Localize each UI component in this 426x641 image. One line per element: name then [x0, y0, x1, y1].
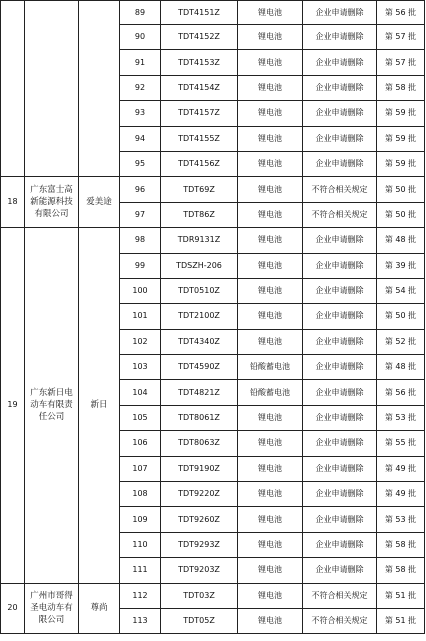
row-number-cell: 111	[120, 558, 161, 583]
row-number-cell: 100	[120, 278, 161, 303]
removal-reason-cell: 不符合相关规定	[303, 583, 377, 608]
battery-type-cell: 锂电池	[238, 329, 303, 354]
removal-reason-cell: 企业申请删除	[303, 253, 377, 278]
batch-cell: 第 57 批	[377, 50, 425, 75]
battery-type-cell: 锂电池	[238, 558, 303, 583]
removal-reason-cell: 企业申请删除	[303, 25, 377, 50]
model-cell: TDT4152Z	[161, 25, 238, 50]
batch-cell: 第 56 批	[377, 1, 425, 25]
table-row	[1, 228, 425, 253]
removal-reason-cell: 企业申请删除	[303, 304, 377, 329]
batch-cell: 第 39 批	[377, 253, 425, 278]
removal-reason-cell: 企业申请删除	[303, 507, 377, 532]
battery-type-cell: 锂电池	[238, 532, 303, 557]
company-cell: 广东富士高新能源科技有限公司	[25, 177, 79, 228]
removal-reason-cell: 不符合相关规定	[303, 608, 377, 633]
row-number-cell: 92	[120, 75, 161, 100]
batch-cell: 第 58 批	[377, 532, 425, 557]
removal-reason-cell: 企业申请删除	[303, 456, 377, 481]
model-cell: TDT4590Z	[161, 355, 238, 380]
brand-cell	[79, 1, 120, 177]
removal-reason-cell: 企业申请删除	[303, 355, 377, 380]
row-number-cell: 113	[120, 608, 161, 633]
battery-type-cell: 锂电池	[238, 456, 303, 481]
model-cell: TDT4157Z	[161, 101, 238, 126]
model-cell: TDR9131Z	[161, 228, 238, 253]
row-number-cell: 109	[120, 507, 161, 532]
removal-reason-cell: 企业申请删除	[303, 380, 377, 405]
row-number-cell: 101	[120, 304, 161, 329]
model-cell: TDT9293Z	[161, 532, 238, 557]
batch-cell: 第 48 批	[377, 228, 425, 253]
row-number-cell: 106	[120, 431, 161, 456]
battery-type-cell: 锂电池	[238, 75, 303, 100]
removal-reason-cell: 企业申请删除	[303, 75, 377, 100]
model-cell: TDT4155Z	[161, 126, 238, 151]
model-cell: TDT0510Z	[161, 278, 238, 303]
batch-cell: 第 53 批	[377, 507, 425, 532]
removal-reason-cell: 企业申请删除	[303, 126, 377, 151]
row-number-cell: 89	[120, 1, 161, 25]
battery-type-cell: 锂电池	[238, 177, 303, 202]
batch-cell: 第 56 批	[377, 380, 425, 405]
battery-type-cell: 锂电池	[238, 151, 303, 176]
removal-reason-cell: 企业申请删除	[303, 405, 377, 430]
model-cell: TDT8061Z	[161, 405, 238, 430]
removal-reason-cell: 企业申请删除	[303, 558, 377, 583]
table-row	[1, 583, 425, 608]
batch-cell: 第 50 批	[377, 202, 425, 227]
group-seq-cell: 20	[1, 583, 25, 634]
row-number-cell: 102	[120, 329, 161, 354]
batch-cell: 第 54 批	[377, 278, 425, 303]
batch-cell: 第 49 批	[377, 482, 425, 507]
model-cell: TDT8063Z	[161, 431, 238, 456]
row-number-cell: 95	[120, 151, 161, 176]
company-cell: 广州市哥得圣电动车有限公司	[25, 583, 79, 634]
removal-reason-cell: 企业申请删除	[303, 101, 377, 126]
battery-type-cell: 锂电池	[238, 25, 303, 50]
batch-cell: 第 50 批	[377, 304, 425, 329]
removal-reason-cell: 企业申请删除	[303, 50, 377, 75]
batch-cell: 第 59 批	[377, 126, 425, 151]
removal-reason-cell: 企业申请删除	[303, 532, 377, 557]
model-cell: TDT86Z	[161, 202, 238, 227]
battery-type-cell: 锂电池	[238, 50, 303, 75]
row-number-cell: 105	[120, 405, 161, 430]
battery-type-cell: 铅酸蓄电池	[238, 380, 303, 405]
batch-cell: 第 49 批	[377, 456, 425, 481]
battery-type-cell: 锂电池	[238, 583, 303, 608]
group-seq-cell	[1, 1, 25, 177]
group-seq-cell: 18	[1, 177, 25, 228]
removal-reason-cell: 企业申请删除	[303, 228, 377, 253]
model-cell: TDT4156Z	[161, 151, 238, 176]
battery-type-cell: 锂电池	[238, 253, 303, 278]
battery-type-cell: 铅酸蓄电池	[238, 355, 303, 380]
batch-cell: 第 59 批	[377, 101, 425, 126]
row-number-cell: 108	[120, 482, 161, 507]
batch-cell: 第 48 批	[377, 355, 425, 380]
row-number-cell: 104	[120, 380, 161, 405]
batch-cell: 第 51 批	[377, 608, 425, 633]
brand-cell: 爱美途	[79, 177, 120, 228]
table-body	[1, 1, 425, 634]
row-number-cell: 96	[120, 177, 161, 202]
table-row	[1, 1, 425, 25]
removal-reason-cell: 不符合相关规定	[303, 202, 377, 227]
row-number-cell: 93	[120, 101, 161, 126]
model-cell: TDT2100Z	[161, 304, 238, 329]
battery-type-cell: 锂电池	[238, 482, 303, 507]
battery-type-cell: 锂电池	[238, 507, 303, 532]
model-cell: TDT4821Z	[161, 380, 238, 405]
row-number-cell: 98	[120, 228, 161, 253]
model-cell: TDT4340Z	[161, 329, 238, 354]
company-cell: 广东新日电动车有限责任公司	[25, 228, 79, 583]
brand-cell: 尊尚	[79, 583, 120, 634]
model-cell: TDT05Z	[161, 608, 238, 633]
batch-cell: 第 55 批	[377, 431, 425, 456]
row-number-cell: 94	[120, 126, 161, 151]
battery-type-cell: 锂电池	[238, 278, 303, 303]
row-number-cell: 103	[120, 355, 161, 380]
model-cell: TDT9190Z	[161, 456, 238, 481]
batch-cell: 第 51 批	[377, 583, 425, 608]
group-seq-cell: 19	[1, 228, 25, 583]
table-row	[1, 177, 425, 202]
model-cell: TDT4154Z	[161, 75, 238, 100]
model-cell: TDT9220Z	[161, 482, 238, 507]
battery-type-cell: 锂电池	[238, 126, 303, 151]
removal-reason-cell: 企业申请删除	[303, 482, 377, 507]
row-number-cell: 99	[120, 253, 161, 278]
battery-type-cell: 锂电池	[238, 431, 303, 456]
batch-cell: 第 57 批	[377, 25, 425, 50]
model-cell: TDT69Z	[161, 177, 238, 202]
row-number-cell: 90	[120, 25, 161, 50]
model-cell: TDT9203Z	[161, 558, 238, 583]
row-number-cell: 112	[120, 583, 161, 608]
model-cell: TDT4153Z	[161, 50, 238, 75]
batch-cell: 第 58 批	[377, 75, 425, 100]
removal-reason-cell: 企业申请删除	[303, 278, 377, 303]
batch-cell: 第 53 批	[377, 405, 425, 430]
removal-reason-cell: 企业申请删除	[303, 151, 377, 176]
row-number-cell: 91	[120, 50, 161, 75]
removal-reason-cell: 企业申请删除	[303, 1, 377, 25]
batch-cell: 第 52 批	[377, 329, 425, 354]
row-number-cell: 110	[120, 532, 161, 557]
battery-type-cell: 锂电池	[238, 1, 303, 25]
removal-reason-cell: 不符合相关规定	[303, 177, 377, 202]
battery-type-cell: 锂电池	[238, 405, 303, 430]
company-cell	[25, 1, 79, 177]
brand-cell: 新日	[79, 228, 120, 583]
batch-cell: 第 50 批	[377, 177, 425, 202]
removal-reason-cell: 企业申请删除	[303, 329, 377, 354]
row-number-cell: 97	[120, 202, 161, 227]
battery-type-cell: 锂电池	[238, 101, 303, 126]
batch-cell: 第 59 批	[377, 151, 425, 176]
battery-type-cell: 锂电池	[238, 228, 303, 253]
model-cell: TDT03Z	[161, 583, 238, 608]
model-cell: TDT9260Z	[161, 507, 238, 532]
model-cell: TDT4151Z	[161, 1, 238, 25]
battery-type-cell: 锂电池	[238, 304, 303, 329]
removal-reason-cell: 企业申请删除	[303, 431, 377, 456]
batch-cell: 第 58 批	[377, 558, 425, 583]
model-cell: TDSZH-206	[161, 253, 238, 278]
row-number-cell: 107	[120, 456, 161, 481]
battery-type-cell: 锂电池	[238, 202, 303, 227]
battery-type-cell: 锂电池	[238, 608, 303, 633]
